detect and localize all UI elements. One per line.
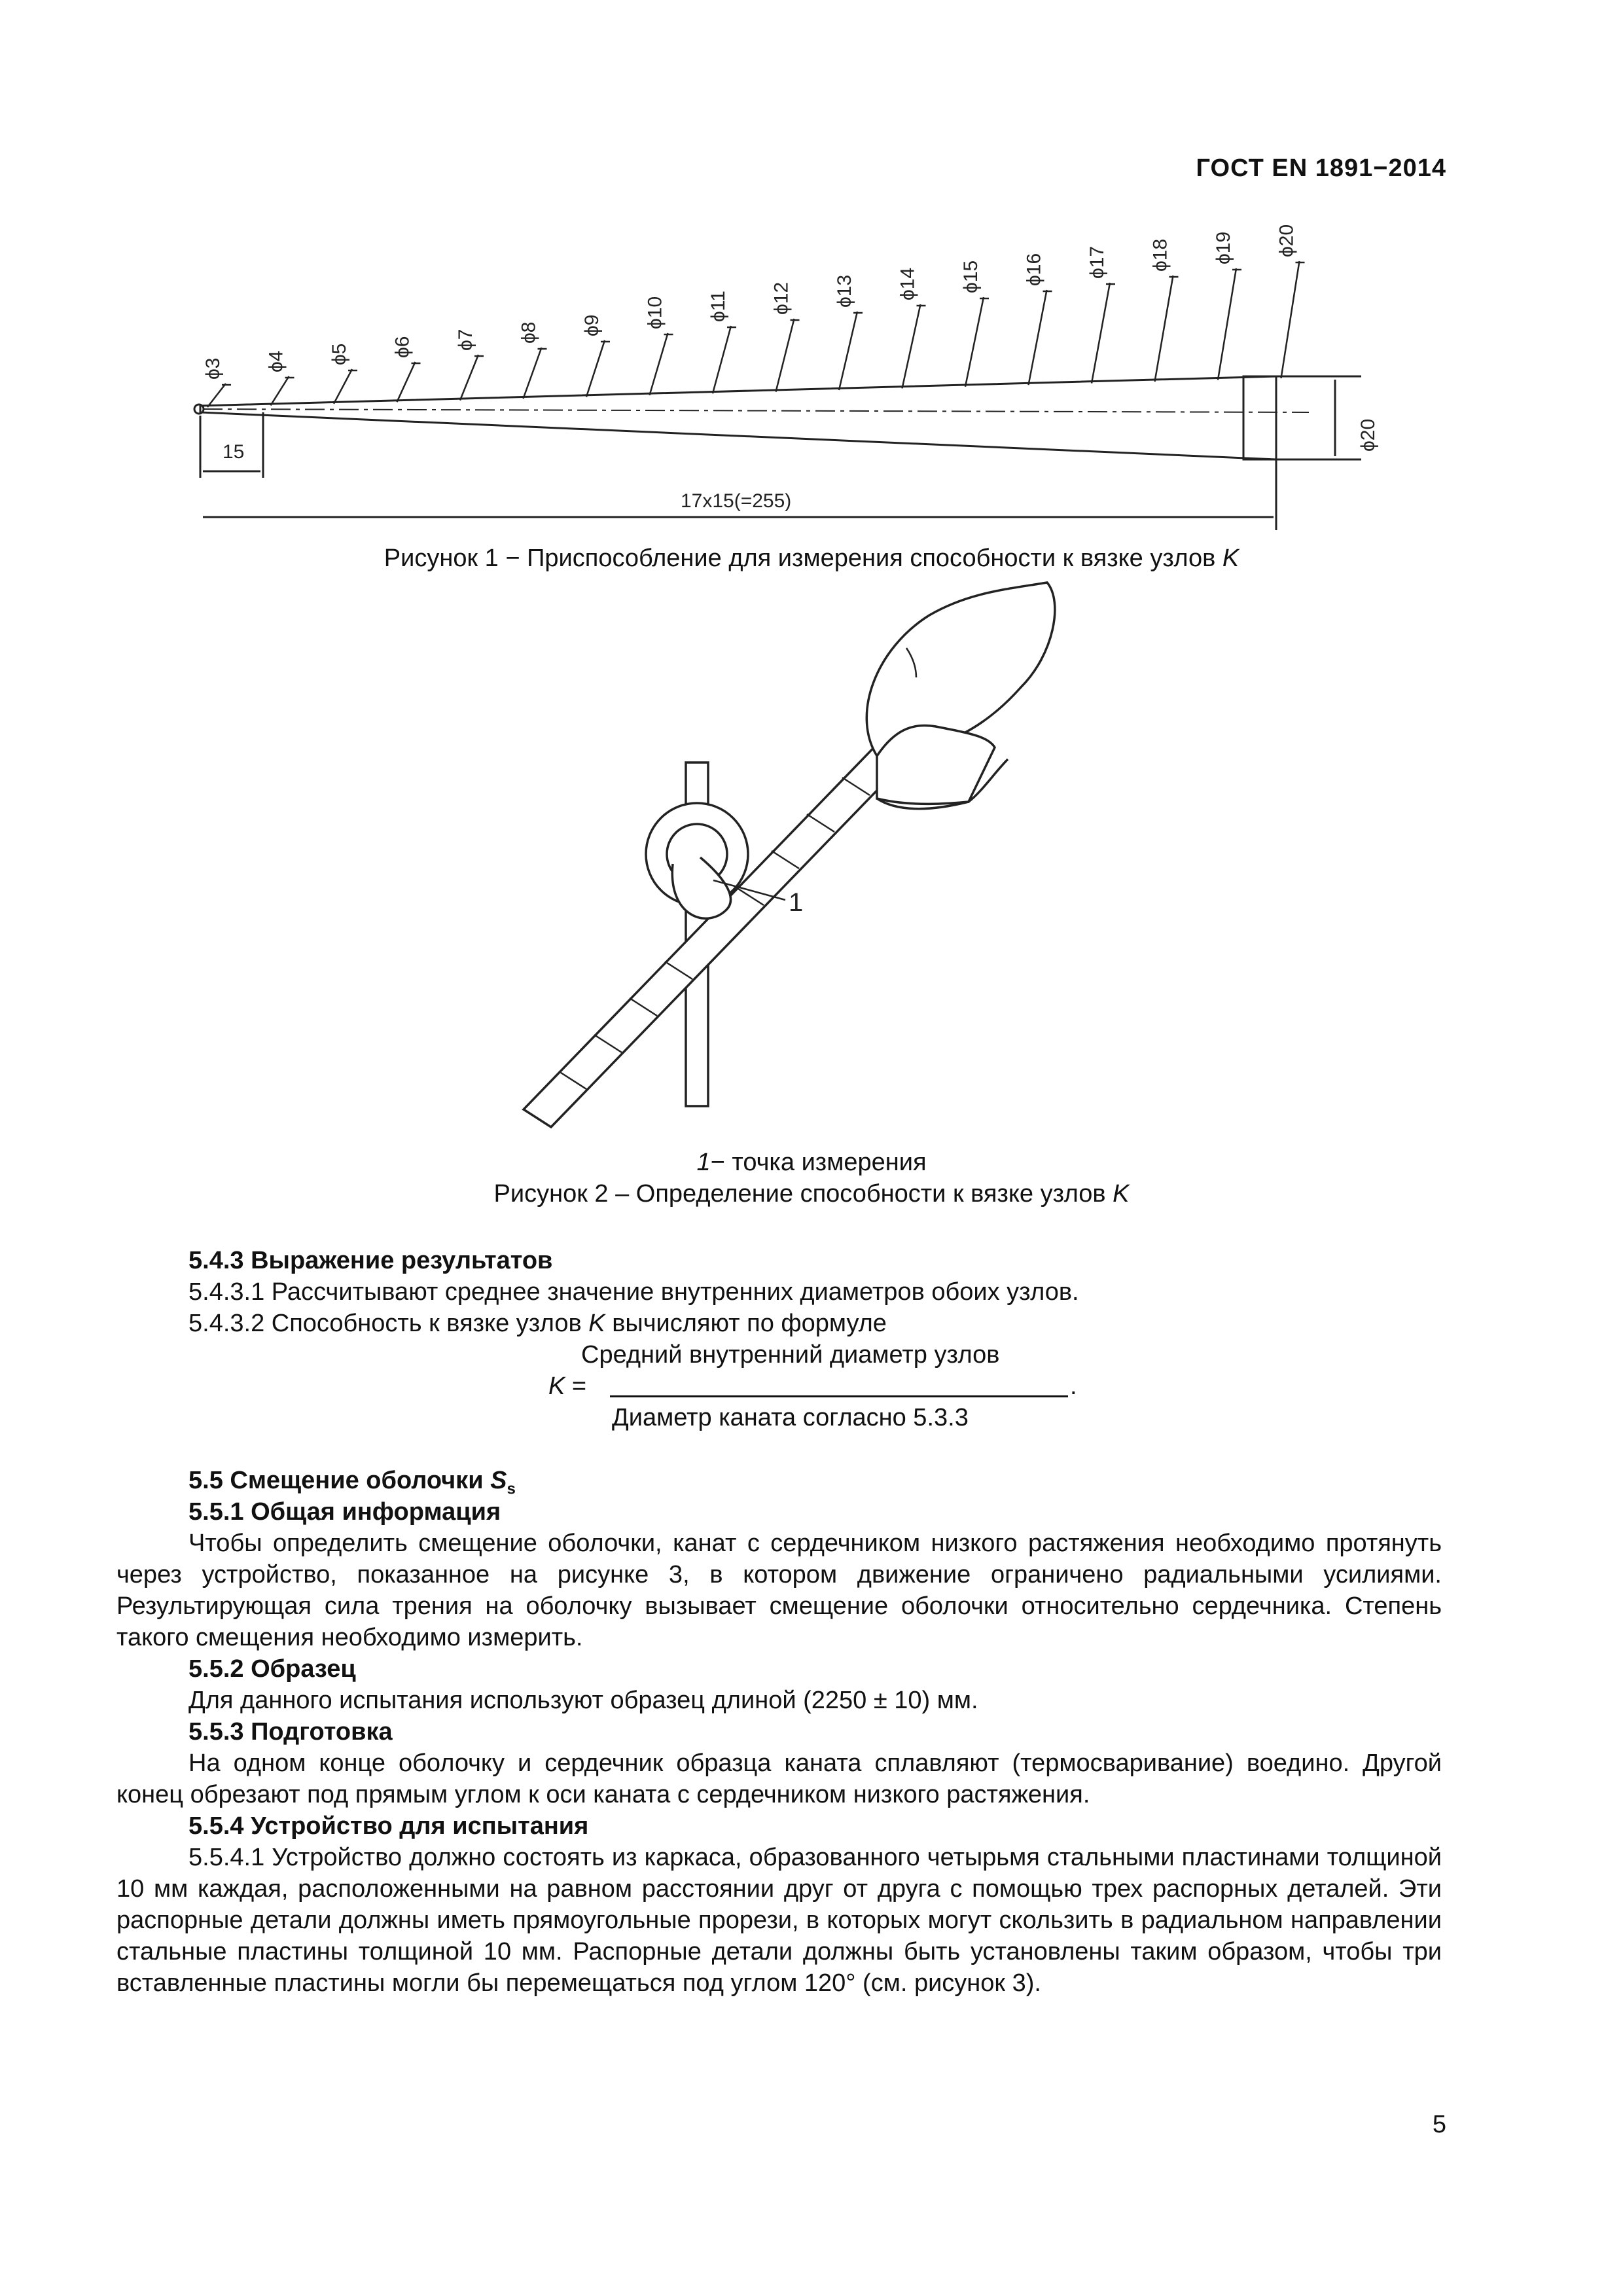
diameter-label: ϕ12 (770, 281, 793, 315)
section-5-5-title: 5.5 Смещение оболочки $S_s$ (188, 1467, 516, 1498)
total-dimension-label: 17x15(=255) (681, 490, 792, 512)
diameter-label: ϕ16 (1023, 253, 1045, 286)
section-5-4-3-title: 5.4.3 Выражение результатов (188, 1247, 553, 1274)
section-5-5-3-title: 5.5.3 Подготовка (188, 1718, 393, 1746)
hand-palm (877, 725, 995, 804)
page-number: 5 (1432, 2111, 1446, 2138)
diameter-leader (524, 348, 542, 399)
diameter-label: ϕ20 (1275, 224, 1298, 257)
figure2-legend: 1− точка измерения (696, 1149, 927, 1176)
leader-lines (207, 261, 1305, 407)
section-5-5-1-title: 5.5.1 Общая информация (188, 1498, 501, 1526)
formula-denominator: Диаметр каната согласно 5.3.3 (612, 1404, 969, 1431)
diameter-label: ϕ5 (329, 343, 350, 365)
diameter-leader (1218, 268, 1236, 380)
end-diameter-label: ϕ20 (1357, 418, 1379, 452)
diameter-label: ϕ10 (644, 296, 666, 329)
diameter-leader (650, 333, 668, 395)
diameter-leader (271, 376, 289, 405)
rod-end-box (1243, 376, 1276, 459)
diameter-leader (1029, 290, 1047, 385)
section-5-5-4-title: 5.5.4 Устройство для испытания (188, 1812, 589, 1840)
measuring-stick (524, 719, 929, 1127)
figure2-drawing (510, 576, 1073, 1139)
rod-tip (194, 404, 204, 414)
para-5-4-3-1: 5.4.3.1 Рассчитывают среднее значение внутренних диаметров обоих узлов. (188, 1278, 1079, 1306)
diameter-label: ϕ19 (1213, 231, 1234, 264)
diameter-label: ϕ9 (581, 314, 603, 336)
diameter-leader (902, 304, 921, 388)
formula-numerator: Средний внутренний диаметр узлов (581, 1341, 1000, 1369)
figure2-caption: Рисунок 2 – Определение способности к вязке узлов K (493, 1180, 1130, 1208)
diameter-label: ϕ13 (834, 274, 855, 308)
diameter-leader (1281, 261, 1300, 378)
formula-period: . (1070, 1372, 1077, 1400)
formula-fraction-bar (610, 1395, 1068, 1397)
diameter-label: ϕ8 (518, 321, 540, 344)
diameter-leader (713, 326, 731, 393)
diameter-leader (839, 312, 857, 390)
diameter-leader (1092, 283, 1110, 384)
step-dimension-label: 15 (223, 441, 245, 463)
diameter-leader (334, 369, 352, 404)
diameter-label: ϕ14 (897, 267, 919, 300)
diameter-label: ϕ6 (391, 336, 414, 358)
callout-number: 1 (789, 888, 804, 917)
para-5-5-3: На одном конце оболочку и сердечник образца каната сплавляют (термосваривание) воедино. Другой конец обрезают под прямым углом к оси каната с сердечником низкого растяжения. (116, 1749, 1442, 1808)
diameter-leader (776, 319, 794, 392)
diameter-leader (586, 340, 605, 397)
diameter-label: ϕ4 (265, 350, 287, 372)
rod-axis (203, 409, 1309, 412)
measuring-rod-outline (200, 376, 1276, 459)
document-code: ГОСТ EN 1891−2014 (1196, 154, 1446, 182)
section-5-5-2-title: 5.5.2 Образец (188, 1655, 356, 1683)
para-5-5-4-1: 5.5.4.1 Устройство должно состоять из каркаса, образованного четырьмя стальными пластинами толщиной 10 мм каждая, расположенными на равном расстоянии друг от друга с помощью трех распорных деталей. Эти распорные детали должны иметь прямоугольные прорези, в которых могут скользить в радиальном направлении стальные пластины толщиной 10 мм. Распорные детали должны быть установлены таким образом, чтобы три вставленные пластины могли бы перемещаться под углом 120° (см. рисунок 3). (116, 1844, 1442, 1997)
diameter-leader (965, 297, 984, 387)
diameter-label: ϕ17 (1086, 245, 1108, 279)
para-5-5-2: Для данного испытания используют образец длиной (2250 ± 10) мм. (188, 1687, 978, 1714)
diameter-leader (1155, 276, 1173, 382)
diameter-label: ϕ3 (202, 357, 224, 380)
figure1-drawing (157, 216, 1427, 550)
diameter-leader (207, 384, 226, 407)
diameter-leader (460, 355, 478, 401)
diameter-label: ϕ15 (960, 260, 982, 293)
diameter-leader (397, 362, 416, 402)
diameter-label: ϕ18 (1149, 238, 1171, 272)
diameter-label: ϕ7 (455, 329, 476, 351)
para-5-4-3-2: 5.4.3.2 Способность к вязке узлов K вычисляют по формуле (188, 1310, 887, 1337)
para-5-5-1: Чтобы определить смещение оболочки, канат с сердечником низкого растяжения необходимо протянуть через устройство, показанное на рисунке 3, в котором движение ограничено радиальными усилиями. Результирующая сила трения на оболочку вызывает смещение оболочки относительно сердечника. Степень такого смещения необходимо измерить. (116, 1530, 1442, 1651)
diameter-label: ϕ11 (707, 291, 729, 322)
formula-lhs: K = (548, 1372, 587, 1400)
figure1-caption: Рисунок 1 − Приспособление для измерения способности к вязке узлов K (383, 545, 1240, 572)
